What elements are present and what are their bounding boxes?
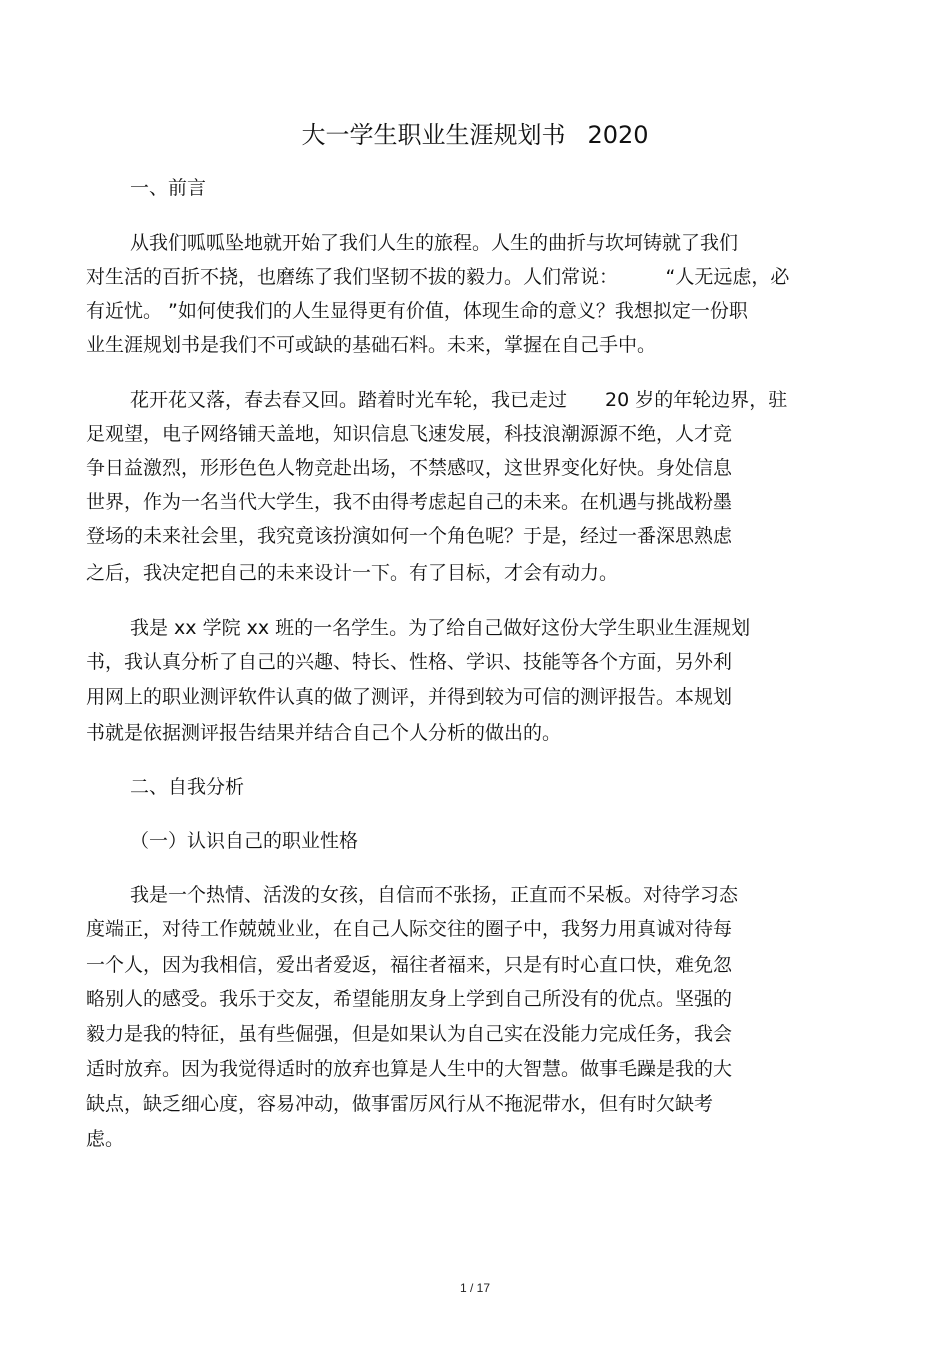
paragraph-line: 有近忧。 ”如何使我们的人生显得更有价值，体现生命的意义？我想拟定一份职	[86, 300, 748, 322]
paragraph-line: 足观望，电子网络铺天盖地，知识信息飞速发展，科技浪潮源源不绝，人才竞	[86, 423, 733, 445]
page-number: 1 / 17	[459, 1281, 491, 1295]
paragraph-line: 我是一个热情、活泼的女孩，自信而不张扬，正直而不呆板。对待学习态	[130, 884, 739, 906]
paragraph-line: 业生涯规划书是我们不可或缺的基础石料。未来，掌握在自己手中。	[86, 334, 657, 356]
paragraph-line: 我是 xx 学院 xx 班的一名学生。为了给自己做好这份大学生职业生涯规划	[130, 617, 751, 639]
paragraph-line: 度端正，对待工作兢兢业业，在自己人际交往的圈子中，我努力用真诚对待每	[86, 918, 733, 940]
paragraph-line: 书，我认真分析了自己的兴趣、特长、性格、学识、技能等各个方面，另外利	[86, 651, 733, 673]
paragraph-line: 虑。	[86, 1128, 125, 1150]
section-heading-self-analysis: 二、自我分析	[130, 776, 245, 798]
paragraph-line: 登场的未来社会里，我究竟该扮演如何一个角色呢？于是，经过一番深思熟虑	[86, 525, 733, 547]
paragraph-line: 之后，我决定把自己的未来设计一下。有了目标，才会有动力。	[86, 562, 619, 584]
title-text: 大一学生职业生涯规划书	[301, 121, 566, 149]
paragraph-line: 用网上的职业测评软件认真的做了测评，并得到较为可信的测评报告。本规划	[86, 686, 733, 708]
document-title	[0, 118, 950, 152]
paragraph-line: 毅力是我的特征，虽有些倔强，但是如果认为自己实在没能力完成任务，我会	[86, 1023, 733, 1045]
paragraph-line: 书就是依据测评报告结果并结合自己个人分析的做出的。	[86, 722, 562, 744]
paragraph-line: 对生活的百折不挠，也磨练了我们坚韧不拔的毅力。人们常说： “人无远虑，必	[86, 266, 790, 288]
title-year: 2020	[587, 121, 649, 149]
paragraph-line: 从我们呱呱坠地就开始了我们人生的旅程。人生的曲折与坎坷铸就了我们	[130, 232, 739, 254]
paragraph-line: 适时放弃。因为我觉得适时的放弃也算是人生中的大智慧。做事毛躁是我的大	[86, 1058, 733, 1080]
section-heading-preface: 一、前言	[130, 177, 207, 199]
paragraph-line: 略别人的感受。我乐于交友，希望能朋友身上学到自己所没有的优点。坚强的	[86, 988, 733, 1010]
paragraph-line: 世界，作为一名当代大学生，我不由得考虑起自己的未来。在机遇与挑战粉墨	[86, 491, 733, 513]
subsection-heading-personality: （一）认识自己的职业性格	[130, 830, 359, 852]
paragraph-line: 争日益激烈，形形色色人物竞赴出场，不禁感叹，这世界变化好快。身处信息	[86, 457, 733, 479]
paragraph-line: 缺点，缺乏细心度，容易冲动，做事雷厉风行从不拖泥带水，但有时欠缺考	[86, 1093, 714, 1115]
paragraph-line: 花开花又落，春去春又回。踏着时光车轮，我已走过 20 岁的年轮边界，驻	[130, 389, 788, 411]
paragraph-line: 一个人，因为我相信，爱出者爱返，福往者福来，只是有时心直口快，难免忽	[86, 954, 733, 976]
